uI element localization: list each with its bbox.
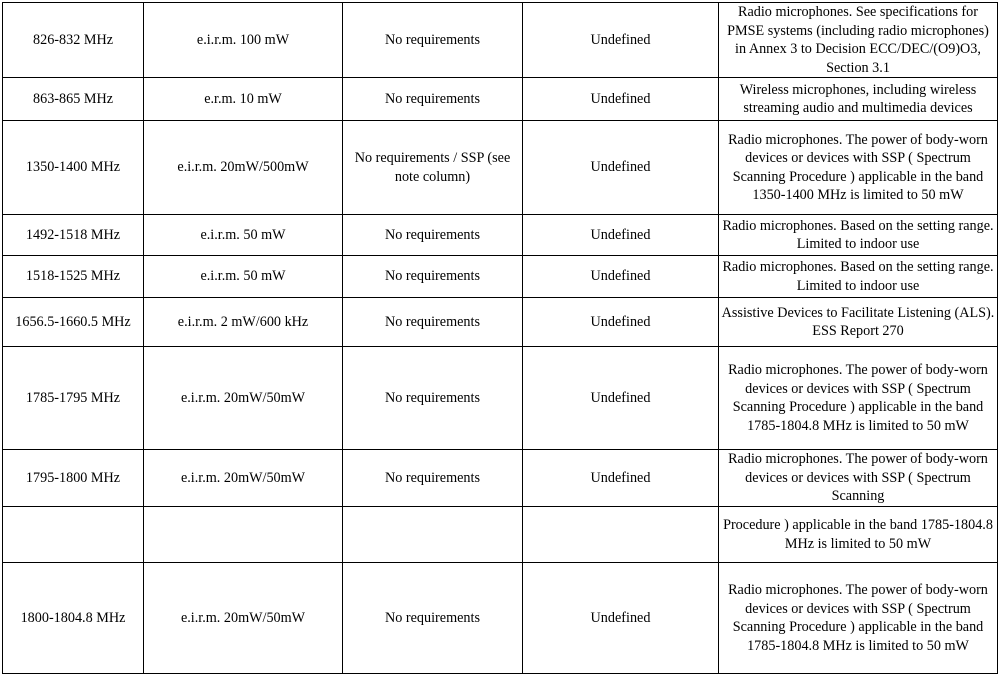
- duty-cell: [523, 3, 719, 78]
- access-cell: [343, 121, 523, 215]
- table-row: [3, 256, 998, 298]
- band-text: 1795-1800 MHz: [25, 469, 121, 486]
- access-cell: [343, 78, 523, 121]
- duty-text: Undefined: [590, 159, 651, 176]
- access-cell: [343, 507, 523, 563]
- access-text: No requirements: [385, 90, 480, 107]
- power-text: e.i.r.m. 2 mW/600 kHz: [177, 313, 309, 330]
- power-text: e.i.r.m. 20mW/500mW: [177, 159, 309, 176]
- power-cell: [144, 215, 343, 256]
- power-cell: [144, 78, 343, 121]
- note-cell: [719, 347, 998, 450]
- access-cell: [343, 3, 523, 78]
- note-text: Radio microphones. The power of body-worn devices or devices with SSP ( Spectrum Scanning Procedure ) applicable in the band 1785-1804.8 MHz is limited to 50 mW: [728, 582, 988, 654]
- power-text: e.i.r.m. 20mW/50mW: [180, 469, 306, 486]
- duty-cell: [523, 347, 719, 450]
- power-cell: [144, 450, 343, 507]
- band-cell: [3, 298, 144, 347]
- note-text: Procedure ) applicable in the band 1785-1804.8 MHz is limited to 50 mW: [723, 517, 993, 552]
- band-cell: [3, 78, 144, 121]
- note-text: Radio microphones. See specifications for PMSE systems (including radio microphones) in Annex 3 to Decision ECC/DEC/(O9)O3, Section 3.1: [727, 4, 989, 76]
- table-row: [3, 563, 998, 674]
- access-text: No requirements: [385, 469, 480, 486]
- power-cell: [144, 298, 343, 347]
- duty-text: Undefined: [590, 609, 651, 626]
- note-cell: [719, 298, 998, 347]
- power-text: e.i.r.m. 100 mW: [196, 31, 290, 48]
- band-text: 826-832 MHz: [33, 31, 113, 48]
- duty-cell: [523, 121, 719, 215]
- power-text: e.i.r.m. 50 mW: [200, 226, 286, 243]
- band-cell: [3, 563, 144, 674]
- duty-cell: [523, 450, 719, 507]
- band-cell: [3, 450, 144, 507]
- table-row: [3, 3, 998, 78]
- note-cell: [719, 450, 998, 507]
- band-cell: [3, 3, 144, 78]
- band-text: 1518-1525 MHz: [25, 268, 121, 285]
- table-row: [3, 507, 998, 563]
- duty-cell: [523, 256, 719, 298]
- note-text: Radio microphones. Based on the setting range. Limited to indoor use: [722, 259, 994, 294]
- band-text: 1350-1400 MHz: [25, 159, 121, 176]
- access-text: No requirements: [385, 226, 480, 243]
- note-cell: [719, 507, 998, 563]
- band-text: 1656.5-1660.5 MHz: [15, 313, 131, 330]
- note-text: Assistive Devices to Facilitate Listening (ALS). ESS Report 270: [721, 304, 995, 339]
- band-cell: [3, 215, 144, 256]
- power-cell: [144, 507, 343, 563]
- table-row: [3, 347, 998, 450]
- note-cell: [719, 78, 998, 121]
- band-text: 1800-1804.8 MHz: [20, 609, 126, 626]
- power-cell: [144, 347, 343, 450]
- duty-text: Undefined: [590, 268, 651, 285]
- note-text: Wireless microphones, including wireless streaming audio and multimedia devices: [739, 81, 977, 116]
- access-text: No requirements: [385, 609, 480, 626]
- duty-text: Undefined: [590, 31, 651, 48]
- power-text: e.i.r.m. 20mW/50mW: [180, 389, 306, 406]
- access-cell: [343, 563, 523, 674]
- access-cell: [343, 256, 523, 298]
- access-cell: [343, 298, 523, 347]
- access-cell: [343, 347, 523, 450]
- band-cell: [3, 347, 144, 450]
- access-text: No requirements / SSP (see note column): [354, 150, 511, 185]
- duty-cell: [523, 78, 719, 121]
- note-cell: [719, 256, 998, 298]
- duty-text: Undefined: [590, 469, 651, 486]
- band-cell: [3, 256, 144, 298]
- duty-cell: [523, 298, 719, 347]
- duty-cell: [523, 215, 719, 256]
- note-cell: [719, 215, 998, 256]
- access-text: No requirements: [385, 268, 480, 285]
- access-cell: [343, 450, 523, 507]
- power-cell: [144, 563, 343, 674]
- note-cell: [719, 3, 998, 78]
- band-text: 1785-1795 MHz: [25, 389, 121, 406]
- power-cell: [144, 3, 343, 78]
- note-text: Radio microphones. Based on the setting range. Limited to indoor use: [722, 217, 994, 252]
- duty-text: Undefined: [590, 313, 651, 330]
- band-cell: [3, 121, 144, 215]
- note-cell: [719, 563, 998, 674]
- frequency-table: [2, 2, 998, 674]
- table-row: [3, 78, 998, 121]
- power-text: e.i.r.m. 20mW/50mW: [180, 609, 306, 626]
- note-cell: [719, 121, 998, 215]
- note-text: Radio microphones. The power of body-worn devices or devices with SSP ( Spectrum Scanning Procedure ) applicable in the band 1350-1400 MHz is limited to 50 mW: [728, 131, 988, 203]
- table-row: [3, 298, 998, 347]
- band-cell: [3, 507, 144, 563]
- power-text: e.r.m. 10 mW: [204, 90, 282, 107]
- duty-cell: [523, 563, 719, 674]
- access-text: No requirements: [385, 389, 480, 406]
- access-text: No requirements: [385, 313, 480, 330]
- band-text: 1492-1518 MHz: [25, 226, 121, 243]
- note-text: Radio microphones. The power of body-worn devices or devices with SSP ( Spectrum Scanning: [728, 451, 988, 505]
- access-cell: [343, 215, 523, 256]
- duty-text: Undefined: [590, 389, 651, 406]
- band-text: 863-865 MHz: [33, 90, 113, 107]
- note-text: Radio microphones. The power of body-worn devices or devices with SSP ( Spectrum Scanning Procedure ) applicable in the band 1785-1804.8 MHz is limited to 50 mW: [728, 362, 988, 434]
- power-cell: [144, 256, 343, 298]
- power-text: e.i.r.m. 50 mW: [200, 268, 286, 285]
- table-row: [3, 121, 998, 215]
- access-text: No requirements: [385, 31, 480, 48]
- duty-cell: [523, 507, 719, 563]
- power-cell: [144, 121, 343, 215]
- table-row: [3, 215, 998, 256]
- duty-text: Undefined: [590, 226, 651, 243]
- table-row: [3, 450, 998, 507]
- duty-text: Undefined: [590, 90, 651, 107]
